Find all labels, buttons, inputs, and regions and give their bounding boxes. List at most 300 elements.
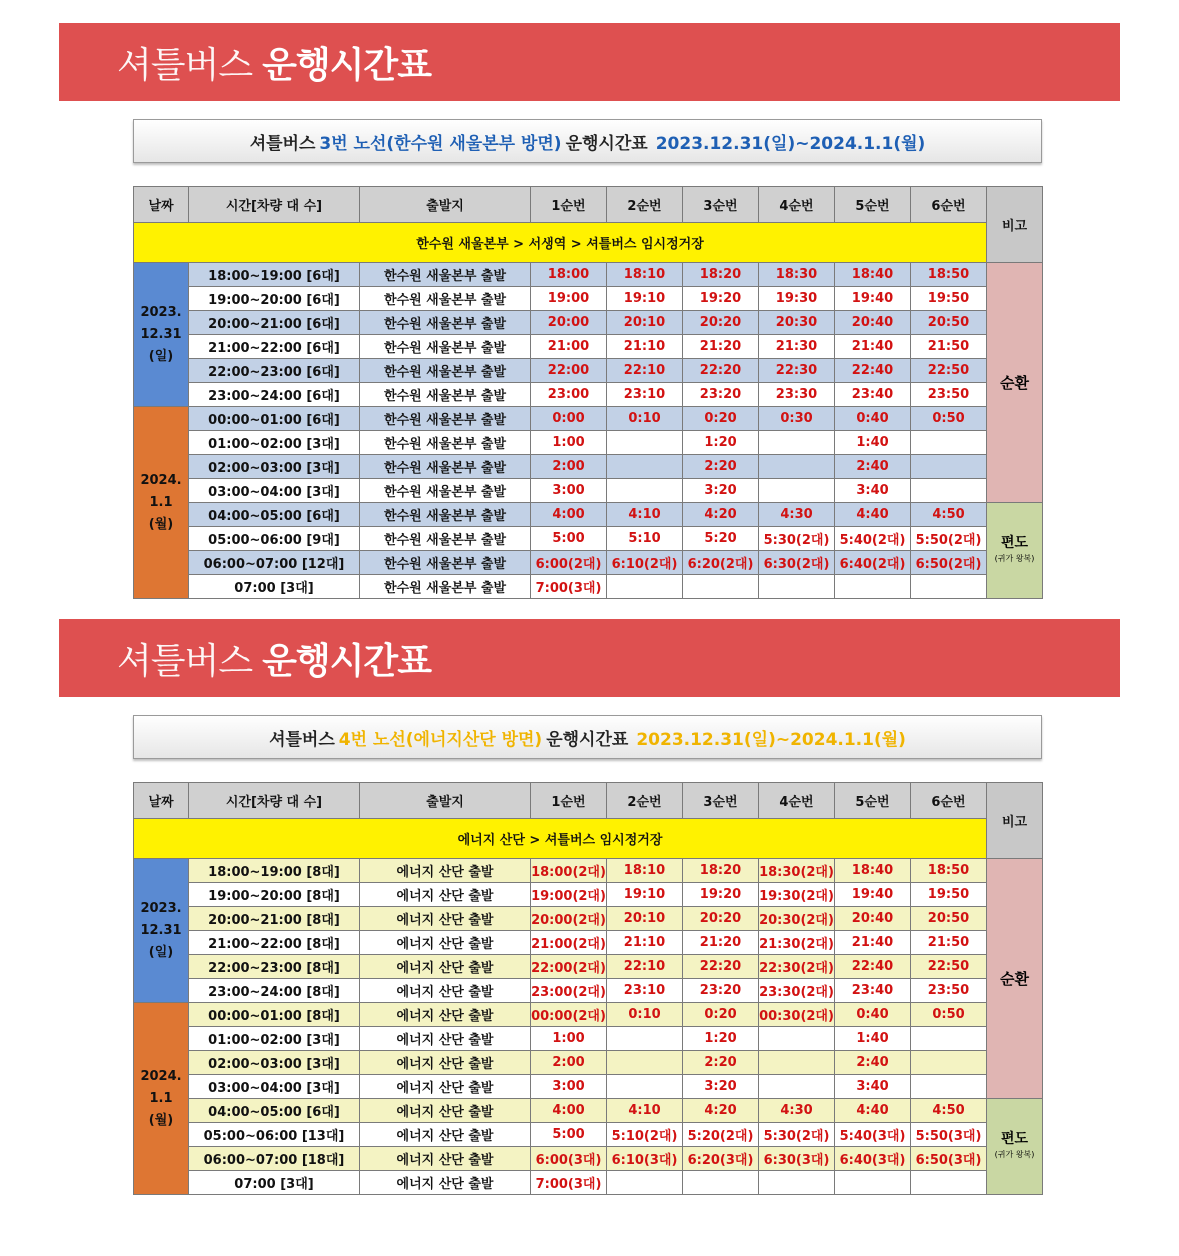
origin: 한수원 새울본부 출발 <box>360 527 531 551</box>
departure-time: 23:20 <box>683 979 759 1003</box>
title-prefix: 셔틀버스 <box>249 133 316 154</box>
date-label: 2024. 1.1 (월) <box>140 472 182 532</box>
departure-time <box>759 479 835 503</box>
origin: 한수원 새울본부 출발 <box>360 287 531 311</box>
table-row <box>134 1051 1043 1075</box>
table-row <box>134 1123 1043 1147</box>
origin: 한수원 새울본부 출발 <box>360 575 531 599</box>
time-range: 01:00~02:00 [3대] <box>189 431 360 455</box>
origin: 한수원 새울본부 출발 <box>360 479 531 503</box>
departure-time: 21:20 <box>683 335 759 359</box>
column-header: 5순번 <box>835 783 911 819</box>
departure-time: 3:40 <box>835 1075 911 1099</box>
title-suffix: 운행시간표 <box>565 133 648 154</box>
departure-time: 6:00(2대) <box>531 551 607 575</box>
departure-time <box>607 1075 683 1099</box>
departure-time <box>683 1171 759 1195</box>
table-row <box>134 575 1043 599</box>
departure-time: 20:10 <box>607 907 683 931</box>
time-range: 02:00~03:00 [3대] <box>189 455 360 479</box>
departure-time <box>911 455 987 479</box>
departure-time: 20:40 <box>835 311 911 335</box>
date-label: 2023. 12.31 (일) <box>140 900 182 960</box>
departure-time: 20:30(2대) <box>759 907 835 931</box>
departure-time <box>607 1171 683 1195</box>
time-range: 05:00~06:00 [13대] <box>189 1123 360 1147</box>
origin: 한수원 새울본부 출발 <box>360 407 531 431</box>
time-range: 03:00~04:00 [3대] <box>189 479 360 503</box>
origin: 에너지 산단 출발 <box>360 979 531 1003</box>
departure-time: 6:10(2대) <box>607 551 683 575</box>
departure-time <box>911 479 987 503</box>
time-range: 01:00~02:00 [3대] <box>189 1027 360 1051</box>
time-range: 20:00~21:00 [6대] <box>189 311 360 335</box>
departure-time: 23:40 <box>835 383 911 407</box>
departure-time <box>759 1171 835 1195</box>
departure-time: 6:20(2대) <box>683 551 759 575</box>
time-range: 20:00~21:00 [8대] <box>189 907 360 931</box>
banner-bold-text: 운행시간표 <box>262 640 431 682</box>
table-row <box>134 1099 1043 1123</box>
departure-time: 18:00 <box>531 263 607 287</box>
departure-time: 23:40 <box>835 979 911 1003</box>
departure-time: 6:50(3대) <box>911 1147 987 1171</box>
departure-time: 18:20 <box>683 263 759 287</box>
departure-time: 19:50 <box>911 883 987 907</box>
note-oneway <box>987 503 1043 599</box>
time-range: 04:00~05:00 [6대] <box>189 503 360 527</box>
time-range: 22:00~23:00 [8대] <box>189 955 360 979</box>
origin: 에너지 산단 출발 <box>360 1099 531 1123</box>
departure-time <box>759 575 835 599</box>
origin: 한수원 새울본부 출발 <box>360 263 531 287</box>
table-row <box>134 907 1043 931</box>
departure-time: 19:30 <box>759 287 835 311</box>
origin: 에너지 산단 출발 <box>360 1027 531 1051</box>
departure-time <box>607 455 683 479</box>
title-date: 2023.12.31(일)~2024.1.1(월) <box>655 133 926 154</box>
departure-time: 1:00 <box>531 431 607 455</box>
departure-time: 19:40 <box>835 883 911 907</box>
route-title <box>133 119 1042 163</box>
departure-time: 18:10 <box>607 859 683 883</box>
departure-time: 18:50 <box>911 859 987 883</box>
note-cycle: 순환 <box>987 859 1043 1099</box>
departure-time: 22:20 <box>683 359 759 383</box>
column-header: 시간[차량 대 수] <box>189 187 360 223</box>
departure-time: 4:20 <box>683 1099 759 1123</box>
departure-time: 4:30 <box>759 1099 835 1123</box>
table-row <box>134 883 1043 907</box>
departure-time <box>911 1171 987 1195</box>
departure-time: 21:40 <box>835 931 911 955</box>
departure-time: 0:50 <box>911 407 987 431</box>
departure-time: 2:20 <box>683 455 759 479</box>
column-header: 비고 <box>987 187 1043 263</box>
banner <box>59 23 1120 101</box>
departure-time <box>607 1051 683 1075</box>
table-row <box>134 955 1043 979</box>
departure-time <box>683 575 759 599</box>
table-row <box>134 311 1043 335</box>
title-route: 3번 노선(한수원 새울본부 방면) <box>319 133 562 154</box>
departure-time: 4:10 <box>607 503 683 527</box>
departure-time: 18:40 <box>835 263 911 287</box>
origin: 에너지 산단 출발 <box>360 931 531 955</box>
departure-time: 6:10(3대) <box>607 1147 683 1171</box>
origin: 에너지 산단 출발 <box>360 1123 531 1147</box>
table-row <box>134 1027 1043 1051</box>
time-range: 06:00~07:00 [12대] <box>189 551 360 575</box>
time-range: 22:00~23:00 [6대] <box>189 359 360 383</box>
departure-time: 1:40 <box>835 431 911 455</box>
departure-time: 19:00 <box>531 287 607 311</box>
departure-time: 5:20(2대) <box>683 1123 759 1147</box>
column-header: 출발지 <box>360 187 531 223</box>
departure-time <box>607 431 683 455</box>
departure-time: 4:20 <box>683 503 759 527</box>
departure-time: 5:10(2대) <box>607 1123 683 1147</box>
departure-time: 2:00 <box>531 455 607 479</box>
departure-time: 0:40 <box>835 407 911 431</box>
departure-time: 21:30 <box>759 335 835 359</box>
time-range: 05:00~06:00 [9대] <box>189 527 360 551</box>
time-range: 00:00~01:00 [6대] <box>189 407 360 431</box>
route-path-row <box>134 223 1043 263</box>
departure-time: 18:00(2대) <box>531 859 607 883</box>
departure-time: 22:40 <box>835 359 911 383</box>
origin: 한수원 새울본부 출발 <box>360 335 531 359</box>
departure-time: 19:40 <box>835 287 911 311</box>
departure-time: 5:50(3대) <box>911 1123 987 1147</box>
departure-time: 23:50 <box>911 383 987 407</box>
route-title <box>133 715 1042 759</box>
departure-time: 19:00(2대) <box>531 883 607 907</box>
departure-time: 19:20 <box>683 883 759 907</box>
departure-time: 21:00 <box>531 335 607 359</box>
time-range: 18:00~19:00 [8대] <box>189 859 360 883</box>
departure-time: 5:20 <box>683 527 759 551</box>
departure-time: 3:40 <box>835 479 911 503</box>
origin: 한수원 새울본부 출발 <box>360 431 531 455</box>
title-prefix: 셔틀버스 <box>269 729 335 750</box>
departure-time: 3:20 <box>683 1075 759 1099</box>
departure-time <box>911 1027 987 1051</box>
origin: 에너지 산단 출발 <box>360 883 531 907</box>
table-row <box>134 1147 1043 1171</box>
timetable-body <box>134 187 1043 599</box>
departure-time: 19:30(2대) <box>759 883 835 907</box>
departure-time: 4:50 <box>911 1099 987 1123</box>
time-range: 00:00~01:00 [8대] <box>189 1003 360 1027</box>
origin: 에너지 산단 출발 <box>360 955 531 979</box>
origin: 한수원 새울본부 출발 <box>360 551 531 575</box>
column-header: 5순번 <box>835 187 911 223</box>
title-suffix: 운행시간표 <box>546 729 629 750</box>
departure-time: 20:50 <box>911 907 987 931</box>
departure-time: 7:00(3대) <box>531 575 607 599</box>
departure-time: 1:20 <box>683 431 759 455</box>
departure-time: 4:40 <box>835 1099 911 1123</box>
date-group-cell <box>134 263 189 407</box>
departure-time: 6:40(3대) <box>835 1147 911 1171</box>
table-row <box>134 551 1043 575</box>
departure-time: 4:00 <box>531 503 607 527</box>
departure-time: 22:00 <box>531 359 607 383</box>
departure-time <box>911 1051 987 1075</box>
departure-time: 21:10 <box>607 931 683 955</box>
table-row <box>134 527 1043 551</box>
departure-time: 20:10 <box>607 311 683 335</box>
table-row <box>134 931 1043 955</box>
departure-time: 23:50 <box>911 979 987 1003</box>
departure-time <box>607 1027 683 1051</box>
departure-time: 6:50(2대) <box>911 551 987 575</box>
departure-time: 00:00(2대) <box>531 1003 607 1027</box>
table-row <box>134 1171 1043 1195</box>
time-range: 19:00~20:00 [8대] <box>189 883 360 907</box>
column-header: 3순번 <box>683 187 759 223</box>
departure-time: 18:30 <box>759 263 835 287</box>
timetable-body <box>134 783 1043 1195</box>
departure-time: 0:20 <box>683 407 759 431</box>
origin: 한수원 새울본부 출발 <box>360 455 531 479</box>
departure-time: 21:10 <box>607 335 683 359</box>
origin: 에너지 산단 출발 <box>360 859 531 883</box>
route-path: 한수원 새울본부 > 서생역 > 셔틀버스 임시정거장 <box>134 223 987 263</box>
time-range: 21:00~22:00 [8대] <box>189 931 360 955</box>
timetable <box>133 186 1043 599</box>
departure-time <box>911 1075 987 1099</box>
departure-time: 18:10 <box>607 263 683 287</box>
departure-time: 19:50 <box>911 287 987 311</box>
route-path: 에너지 산단 > 셔틀버스 임시정거장 <box>134 819 987 859</box>
column-header: 1순번 <box>531 187 607 223</box>
departure-time: 5:30(2대) <box>759 527 835 551</box>
departure-time: 22:30(2대) <box>759 955 835 979</box>
departure-time: 4:50 <box>911 503 987 527</box>
departure-time: 23:00 <box>531 383 607 407</box>
column-header: 1순번 <box>531 783 607 819</box>
departure-time: 1:00 <box>531 1027 607 1051</box>
column-header: 2순번 <box>607 783 683 819</box>
departure-time <box>759 431 835 455</box>
origin: 에너지 산단 출발 <box>360 1171 531 1195</box>
origin: 한수원 새울본부 출발 <box>360 383 531 407</box>
departure-time: 19:10 <box>607 883 683 907</box>
departure-time: 20:00(2대) <box>531 907 607 931</box>
departure-time: 6:30(3대) <box>759 1147 835 1171</box>
date-label: 2023. 12.31 (일) <box>140 304 182 364</box>
table-row <box>134 859 1043 883</box>
origin: 한수원 새울본부 출발 <box>360 503 531 527</box>
departure-time: 5:40(2대) <box>835 527 911 551</box>
departure-time: 4:10 <box>607 1099 683 1123</box>
departure-time: 22:50 <box>911 359 987 383</box>
departure-time: 6:00(3대) <box>531 1147 607 1171</box>
table-row <box>134 263 1043 287</box>
time-range: 03:00~04:00 [3대] <box>189 1075 360 1099</box>
time-range: 07:00 [3대] <box>189 575 360 599</box>
departure-time <box>835 1171 911 1195</box>
table-row <box>134 431 1043 455</box>
departure-time: 6:30(2대) <box>759 551 835 575</box>
departure-time: 0:50 <box>911 1003 987 1027</box>
column-header: 날짜 <box>134 187 189 223</box>
column-header: 출발지 <box>360 783 531 819</box>
origin: 에너지 산단 출발 <box>360 1075 531 1099</box>
table-row <box>134 359 1043 383</box>
departure-time: 5:30(2대) <box>759 1123 835 1147</box>
column-header: 4순번 <box>759 187 835 223</box>
column-header: 비고 <box>987 783 1043 859</box>
departure-time: 4:40 <box>835 503 911 527</box>
departure-time: 2:00 <box>531 1051 607 1075</box>
departure-time: 20:20 <box>683 907 759 931</box>
departure-time <box>759 1027 835 1051</box>
table-row <box>134 1003 1043 1027</box>
departure-time <box>911 431 987 455</box>
table-row <box>134 1075 1043 1099</box>
time-range: 18:00~19:00 [6대] <box>189 263 360 287</box>
departure-time: 18:30(2대) <box>759 859 835 883</box>
departure-time: 5:40(3대) <box>835 1123 911 1147</box>
table-row <box>134 383 1043 407</box>
departure-time: 21:50 <box>911 931 987 955</box>
departure-time: 0:40 <box>835 1003 911 1027</box>
departure-time <box>911 575 987 599</box>
time-range: 06:00~07:00 [18대] <box>189 1147 360 1171</box>
note-oneway <box>987 1099 1043 1195</box>
departure-time: 5:10 <box>607 527 683 551</box>
column-header: 날짜 <box>134 783 189 819</box>
table-row <box>134 287 1043 311</box>
table-row <box>134 479 1043 503</box>
origin: 한수원 새울본부 출발 <box>360 311 531 335</box>
date-group-cell <box>134 407 189 599</box>
departure-time: 23:20 <box>683 383 759 407</box>
departure-time: 23:10 <box>607 979 683 1003</box>
table-row <box>134 407 1043 431</box>
title-route: 4번 노선(에너지산단 방면) <box>338 729 543 750</box>
time-range: 02:00~03:00 [3대] <box>189 1051 360 1075</box>
departure-time: 6:40(2대) <box>835 551 911 575</box>
departure-time: 4:00 <box>531 1099 607 1123</box>
table-row <box>134 503 1043 527</box>
origin: 에너지 산단 출발 <box>360 1003 531 1027</box>
departure-time <box>759 1051 835 1075</box>
departure-time: 20:00 <box>531 311 607 335</box>
departure-time: 0:20 <box>683 1003 759 1027</box>
departure-time: 7:00(3대) <box>531 1171 607 1195</box>
departure-time: 18:20 <box>683 859 759 883</box>
date-group-cell <box>134 859 189 1003</box>
departure-time: 22:40 <box>835 955 911 979</box>
departure-time <box>607 575 683 599</box>
departure-time: 23:10 <box>607 383 683 407</box>
timetable <box>133 782 1043 1195</box>
banner <box>59 619 1120 697</box>
departure-time: 4:30 <box>759 503 835 527</box>
title-date: 2023.12.31(일)~2024.1.1(월) <box>636 729 906 750</box>
departure-time <box>759 455 835 479</box>
departure-time: 19:10 <box>607 287 683 311</box>
departure-time: 2:40 <box>835 455 911 479</box>
table-row <box>134 979 1043 1003</box>
departure-time: 1:40 <box>835 1027 911 1051</box>
departure-time: 3:00 <box>531 479 607 503</box>
departure-time: 1:20 <box>683 1027 759 1051</box>
departure-time: 0:30 <box>759 407 835 431</box>
departure-time: 19:20 <box>683 287 759 311</box>
departure-time <box>759 1075 835 1099</box>
time-range: 23:00~24:00 [8대] <box>189 979 360 1003</box>
time-range: 21:00~22:00 [6대] <box>189 335 360 359</box>
departure-time: 20:50 <box>911 311 987 335</box>
column-header: 6순번 <box>911 783 987 819</box>
departure-time: 22:20 <box>683 955 759 979</box>
origin: 한수원 새울본부 출발 <box>360 359 531 383</box>
departure-time: 0:10 <box>607 1003 683 1027</box>
note-oneway-label: 편도 <box>1000 1130 1029 1147</box>
column-header: 6순번 <box>911 187 987 223</box>
departure-time: 22:50 <box>911 955 987 979</box>
departure-time <box>835 575 911 599</box>
origin: 에너지 산단 출발 <box>360 907 531 931</box>
departure-time: 5:00 <box>531 527 607 551</box>
departure-time: 6:20(3대) <box>683 1147 759 1171</box>
departure-time: 22:10 <box>607 359 683 383</box>
note-oneway-label: 편도 <box>1000 534 1029 551</box>
departure-time: 22:30 <box>759 359 835 383</box>
origin: 에너지 산단 출발 <box>360 1147 531 1171</box>
departure-time: 2:20 <box>683 1051 759 1075</box>
departure-time: 18:40 <box>835 859 911 883</box>
banner-bold-text: 운행시간표 <box>262 44 431 86</box>
departure-time: 23:30 <box>759 383 835 407</box>
note-oneway-sub: (귀가 왕복) <box>994 1149 1035 1159</box>
departure-time: 20:30 <box>759 311 835 335</box>
departure-time: 21:00(2대) <box>531 931 607 955</box>
departure-time: 3:00 <box>531 1075 607 1099</box>
note-oneway-sub: (귀가 왕복) <box>994 553 1035 563</box>
table-row <box>134 455 1043 479</box>
departure-time: 21:40 <box>835 335 911 359</box>
time-range: 07:00 [3대] <box>189 1171 360 1195</box>
time-range: 23:00~24:00 [6대] <box>189 383 360 407</box>
departure-time: 20:40 <box>835 907 911 931</box>
departure-time: 18:50 <box>911 263 987 287</box>
header-row <box>134 187 1043 223</box>
column-header: 4순번 <box>759 783 835 819</box>
departure-time: 23:00(2대) <box>531 979 607 1003</box>
departure-time: 23:30(2대) <box>759 979 835 1003</box>
departure-time: 20:20 <box>683 311 759 335</box>
departure-time: 22:10 <box>607 955 683 979</box>
departure-time: 2:40 <box>835 1051 911 1075</box>
column-header: 시간[차량 대 수] <box>189 783 360 819</box>
time-range: 19:00~20:00 [6대] <box>189 287 360 311</box>
banner-light-text: 셔틀버스 <box>117 44 253 86</box>
origin: 에너지 산단 출발 <box>360 1051 531 1075</box>
departure-time: 22:00(2대) <box>531 955 607 979</box>
column-header: 3순번 <box>683 783 759 819</box>
date-group-cell <box>134 1003 189 1195</box>
departure-time: 5:50(2대) <box>911 527 987 551</box>
column-header: 2순번 <box>607 187 683 223</box>
table-row <box>134 335 1043 359</box>
departure-time <box>607 479 683 503</box>
